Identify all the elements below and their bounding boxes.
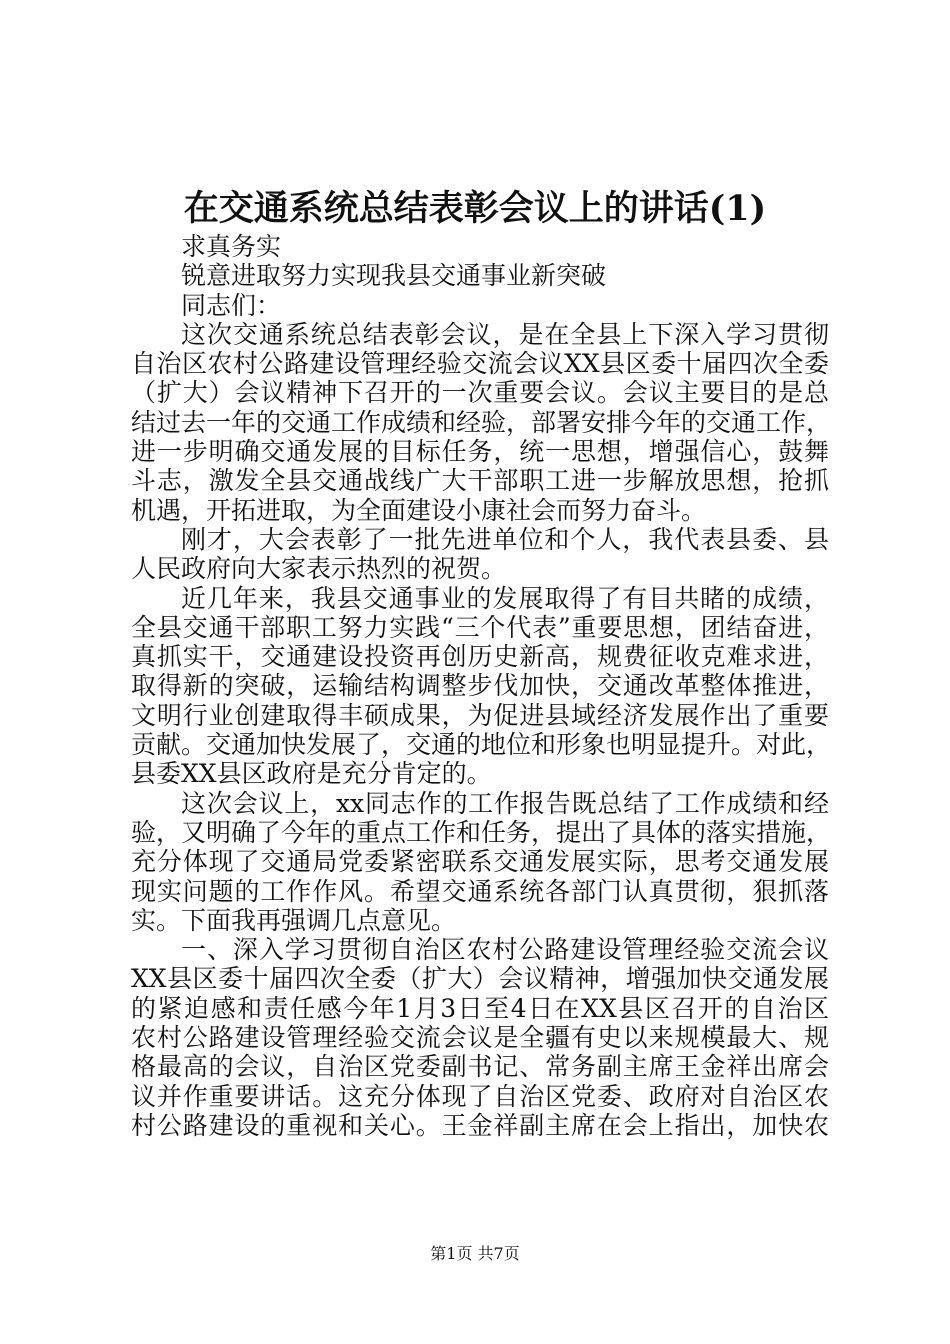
text-line: 全县交通干部职工努力实践“三个代表”重要思想，团结奋进， bbox=[131, 612, 829, 642]
text-line: 充分体现了交通局党委紧密联系交通发展实际，思考交通发展 bbox=[131, 847, 829, 877]
document-title: 在交通系统总结表彰会议上的讲话(1) bbox=[183, 188, 767, 229]
text-line: 贡献。交通加快发展了，交通的地位和形象也明显提升。对此， bbox=[131, 730, 832, 760]
text-line: 求真务实 bbox=[181, 232, 282, 261]
text-line: 实。下面我再强调几点意见。 bbox=[131, 905, 457, 935]
text-line: 斗志，激发全县交通战线广大干部职工进一步解放思想，抢抓 bbox=[131, 466, 829, 496]
document-body bbox=[131, 232, 832, 1140]
text-line: 现实问题的工作作风。希望交通系统各部门认真贯彻，狠抓落 bbox=[131, 876, 829, 906]
text-line: 近几年来，我县交通事业的发展取得了有目共睹的成绩， bbox=[181, 583, 829, 613]
text-line: 锐意进取努力实现我县交通事业新突破 bbox=[181, 261, 607, 291]
text-line: 进一步明确交通发展的目标任务，统一思想，增强信心，鼓舞 bbox=[131, 437, 829, 467]
text-line: 农村公路建设管理经验交流会议是全疆有史以来规模最大、规 bbox=[131, 1023, 829, 1053]
text-line: 结过去一年的交通工作成绩和经验，部署安排今年的交通工作， bbox=[131, 407, 832, 437]
text-line: 格最高的会议，自治区党委副书记、常务副主席王金祥出席会 bbox=[131, 1052, 829, 1082]
text-line: 文明行业创建取得丰硕成果，为促进县域经济发展作出了重要 bbox=[131, 700, 829, 730]
page-footer: 第1页 共7页 bbox=[430, 1244, 520, 1263]
text-line: 一、深入学习贯彻自治区农村公路建设管理经验交流会议 bbox=[181, 935, 829, 965]
text-line: 自治区农村公路建设管理经验交流会议XX县区委十届四次全委 bbox=[131, 349, 829, 379]
text-line: 人民政府向大家表示热烈的祝贺。 bbox=[131, 554, 507, 584]
text-line: 这次会议上，xx同志作的工作报告既总结了工作成绩和经 bbox=[181, 788, 829, 818]
text-line: 县委XX县区政府是充分肯定的。 bbox=[131, 759, 492, 789]
text-line: 这次交通系统总结表彰会议，是在全县上下深入学习贯彻 bbox=[181, 319, 829, 349]
text-line: 取得新的突破，运输结构调整步伐加快，交通改革整体推进， bbox=[131, 671, 829, 701]
text-line: 议并作重要讲话。这充分体现了自治区党委、政府对自治区农 bbox=[131, 1081, 829, 1111]
text-line: 真抓实干，交通建设投资再创历史新高，规费征收克难求进， bbox=[131, 642, 829, 672]
text-line: 的紧迫感和责任感今年1月3日至4日在XX县区召开的自治区 bbox=[131, 993, 829, 1023]
text-line: 同志们： bbox=[181, 290, 282, 320]
text-line: XX县区委十届四次全委（扩大）会议精神，增强加快交通发展 bbox=[131, 964, 829, 994]
text-line: （扩大）会议精神下召开的一次重要会议。会议主要目的是总 bbox=[131, 378, 829, 408]
text-line: 村公路建设的重视和关心。王金祥副主席在会上指出，加快农 bbox=[131, 1110, 829, 1140]
text-line: 机遇，开拓进取，为全面建设小康社会而努力奋斗。 bbox=[131, 495, 707, 525]
text-line: 验，又明确了今年的重点工作和任务，提出了具体的落实措施， bbox=[131, 817, 832, 847]
text-line: 刚才，大会表彰了一批先进单位和个人，我代表县委、县 bbox=[181, 524, 829, 554]
